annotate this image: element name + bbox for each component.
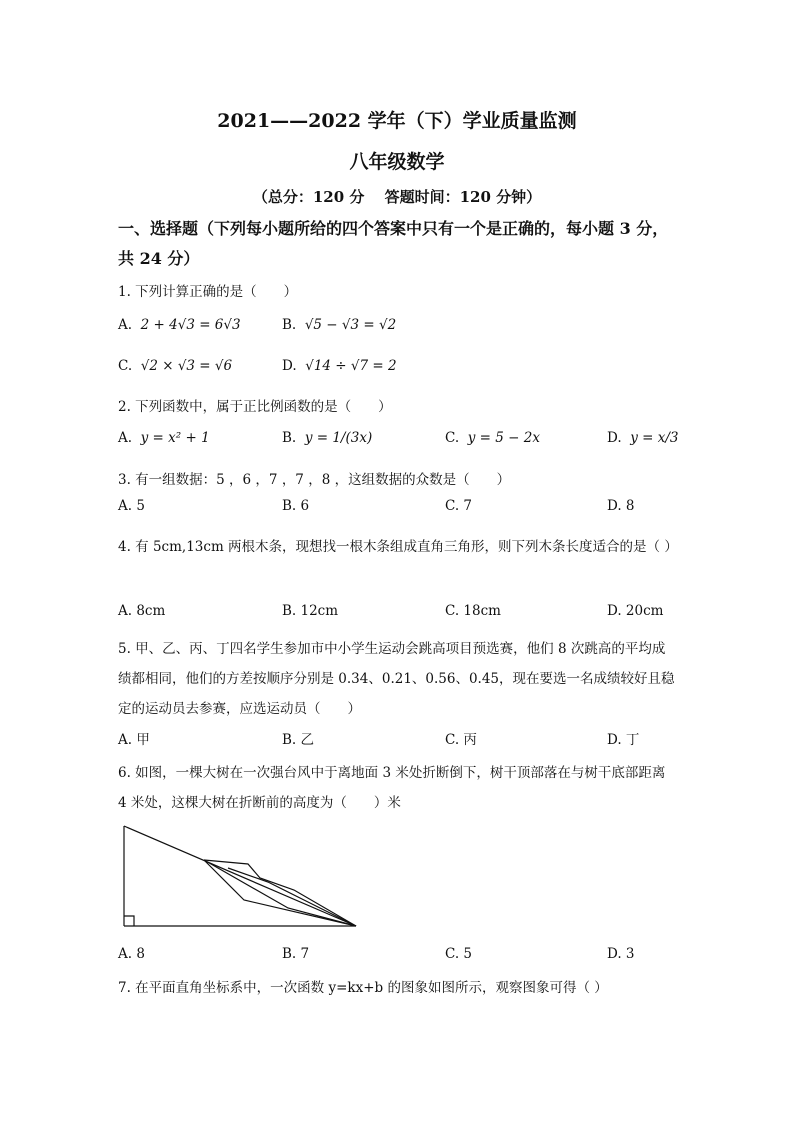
question-2-option-c: C. y = 5 − 2x	[445, 430, 540, 446]
question-6-option-c: C. 5	[445, 946, 473, 962]
question-4-option-b: B. 12cm	[282, 603, 339, 619]
question-5-option-a: A. 甲	[118, 732, 150, 748]
question-3-option-d: D. 8	[607, 498, 635, 514]
question-3-option-b: B. 6	[282, 498, 310, 514]
exam-info: （总分：120 分 答题时间：120 分钟）	[252, 188, 542, 206]
question-7-stem: 7. 在平面直角坐标系中，一次函数 y=kx+b 的图象如图所示，观察图象可得（ ）	[118, 980, 608, 996]
question-3-option-c: C. 7	[445, 498, 473, 514]
question-1-option-c: C. √2 × √3 = √6	[118, 358, 233, 374]
question-6-option-b: B. 7	[282, 946, 310, 962]
question-4-option-c: C. 18cm	[445, 603, 501, 619]
question-5-option-b: B. 乙	[282, 732, 315, 748]
question-3-stem: 3. 有一组数据：5 ，6 ，7 ，7 ，8 ，这组数据的众数是（ ）	[118, 472, 511, 488]
fallen-trunk-line	[124, 826, 356, 926]
question-4-stem: 4. 有 5cm,13cm 两根木条，现想找一根木条组成直角三角形，则下列木条长度适合的是（ ）	[118, 539, 678, 555]
exam-subject: 八年级数学	[349, 151, 445, 173]
question-1-option-a: A. 2 + 4√3 = 6√3	[118, 317, 241, 333]
question-3-option-a: A. 5	[118, 498, 145, 514]
question-5-option-c: C. 丙	[445, 732, 477, 748]
question-5-option-d: D. 丁	[607, 732, 640, 748]
question-6-option-a: A. 8	[118, 946, 145, 962]
question-1-stem: 1. 下列计算正确的是（ ）	[118, 284, 298, 300]
question-5-stem: 5. 甲、乙、丙、丁四名学生参加市中小学生运动会跳高项目预选赛，他们 8 次跳高的平均成绩都相同，他们的方差按顺序分别是 0.34、0.21、0.56、0.45，现在要选一名成绩较好且稳定的运动员去参赛，应选运动员（ ）	[118, 641, 675, 717]
section-heading: 一、选择题（下列每小题所给的四个答案中只有一个是正确的，每小题 3 分，共 24 分）	[118, 219, 669, 268]
question-6-stem: 6. 如图，一棵大树在一次强台风中于离地面 3 米处折断倒下，树干顶部落在与树干底部距离 4 米处，这棵大树在折断前的高度为（ ）米	[118, 765, 666, 811]
broken-tree-figure	[118, 822, 363, 930]
question-2-option-b: B. y = 1/(3x)	[282, 430, 373, 446]
question-1-option-b: B. √5 − √3 = √2	[282, 317, 397, 333]
question-4-option-d: D. 20cm	[607, 603, 664, 619]
question-6-option-d: D. 3	[607, 946, 635, 962]
question-2-stem: 2. 下列函数中，属于正比例函数的是（ ）	[118, 399, 392, 415]
exam-title: 2021——2022 学年（下）学业质量监测	[217, 110, 577, 132]
question-2-option-a: A. y = x² + 1	[118, 430, 210, 446]
question-4-option-a: A. 8cm	[118, 603, 166, 619]
right-angle-marker	[124, 916, 134, 926]
question-2-option-d: D. y = x/3	[607, 430, 679, 446]
question-1-option-d: D. √14 ÷ √7 = 2	[282, 358, 397, 374]
